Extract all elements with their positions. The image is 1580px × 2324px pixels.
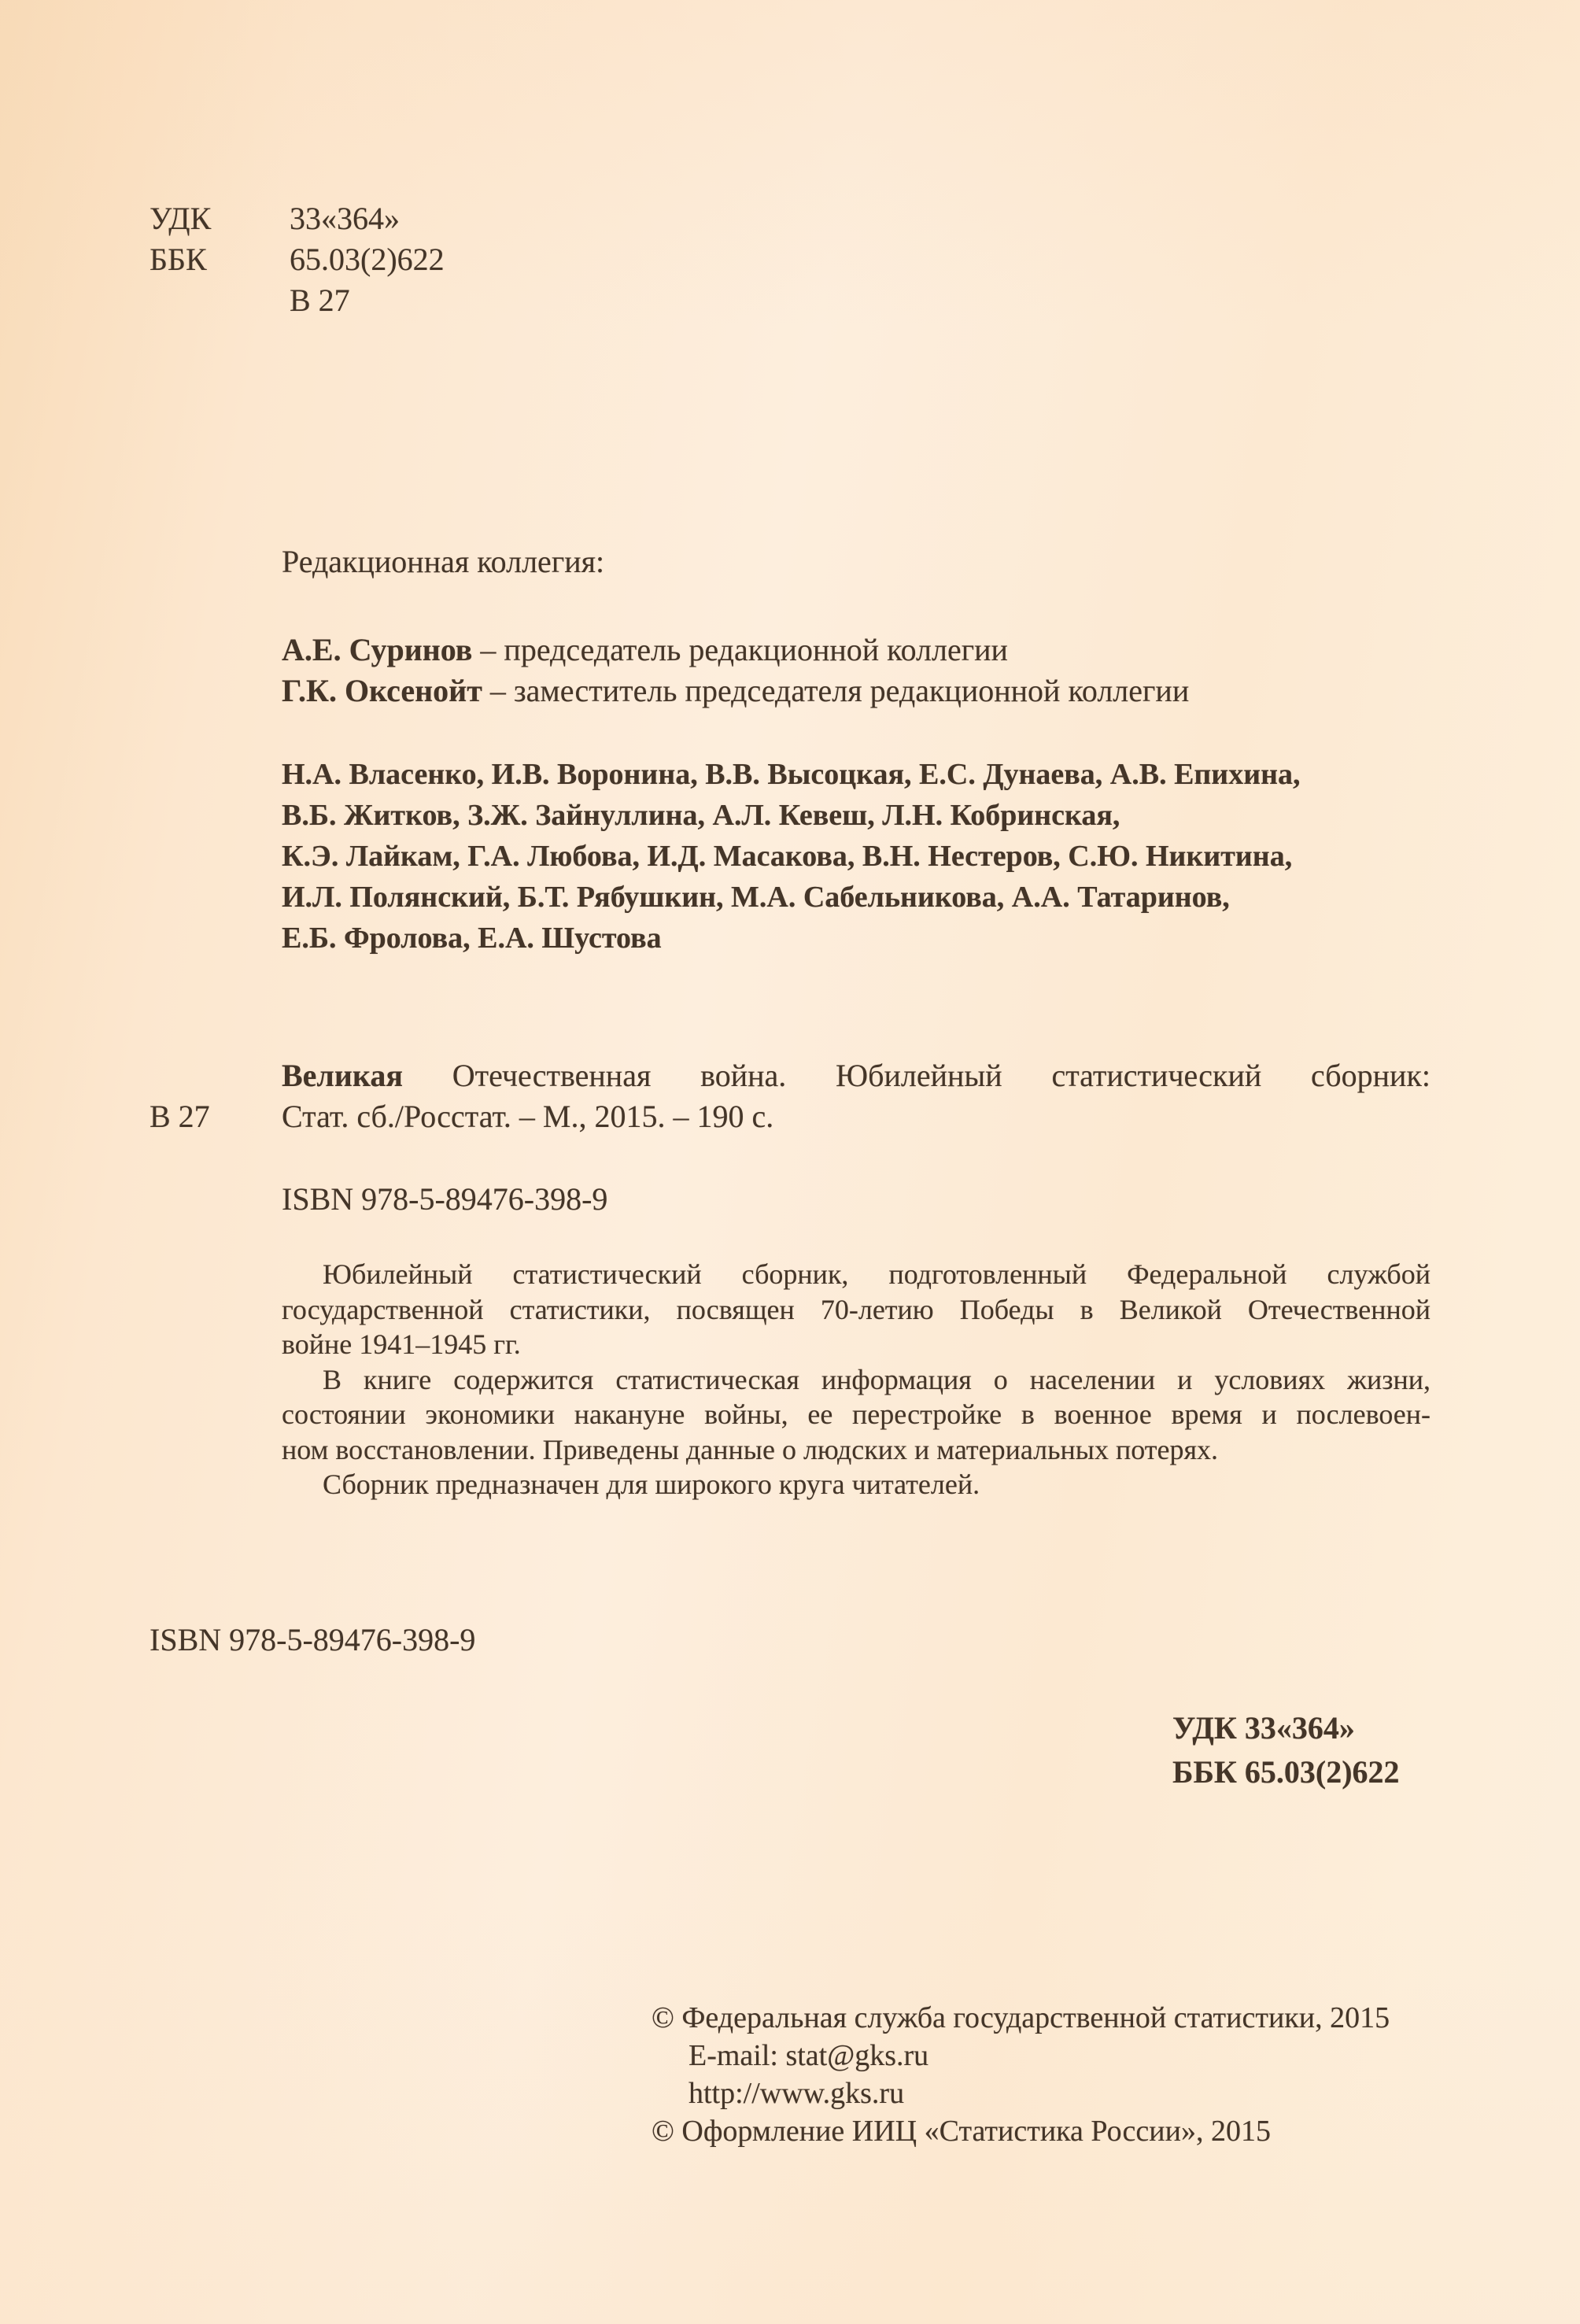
bottom-udk: УДК 33«364»: [1172, 1710, 1355, 1746]
biblio-imprint-line: Стат. сб./Росстат. – М., 2015. – 190 с.: [282, 1099, 774, 1134]
udk-row: [150, 198, 445, 239]
annotation-block: [282, 1257, 1430, 1502]
title-rest: Отечественная война. Юбилейный статистический сборник:: [452, 1058, 1430, 1093]
copyright-url: http://www.gks.ru: [688, 2077, 905, 2110]
members-line-1: Н.А. Власенко, И.В. Воронина, В.В. Высоцкая, Е.С. Дунаева, А.В. Епихина,: [282, 758, 1301, 791]
bbk-row: [150, 239, 445, 280]
chair-role: – председатель редакционной коллегии: [480, 632, 1008, 667]
members-line-3: К.Э. Лайкам, Г.А. Любова, И.Д. Масакова, В.Н. Нестеров, С.Ю. Никитина,: [282, 840, 1293, 873]
copyright-email: E-mail: stat@gks.ru: [688, 2039, 929, 2072]
members-line-4: И.Л. Полянский, Б.Т. Рябушкин, М.А. Сабельникова, А.А. Татаринов,: [282, 881, 1230, 914]
copyright-block: [652, 1999, 1390, 2150]
classification-block: [150, 198, 445, 321]
deputy-name: Г.К. Оксенойт: [282, 673, 482, 708]
author-sign-row: [150, 280, 445, 321]
editorial-deputy-line: [282, 671, 1189, 711]
bottom-classification: [1172, 1706, 1400, 1794]
deputy-role: – заместитель председателя редакционной коллегии: [489, 673, 1190, 708]
copyright-publisher: © Федеральная служба государственной статистики, 2015: [652, 2001, 1390, 2034]
editorial-members: [282, 754, 1301, 959]
editorial-chair-line: [282, 630, 1189, 671]
author-sign: В 27: [290, 283, 350, 318]
annotation-p1-line1: Юбилейный статистический сборник, подготовленный Федеральной службой: [323, 1258, 1430, 1290]
annotation-p2-line3: ном восстановлении. Приведены данные о людских и материальных потерях.: [282, 1433, 1219, 1465]
bbk-value: 65.03(2)622: [290, 242, 445, 277]
annotation-p1-line3: войне 1941–1945 гг.: [282, 1328, 521, 1360]
annotation-p3: Сборник предназначен для широкого круга читателей.: [323, 1469, 980, 1500]
isbn-inline: ISBN 978-5-89476-398-9: [282, 1181, 608, 1217]
udk-label: УДК: [150, 201, 212, 236]
editorial-heading: Редакционная коллегия:: [282, 544, 605, 579]
editorial-leads: [282, 630, 1189, 711]
annotation-p2-line1: В книге содержится статистическая информация о населении и условиях жизни,: [323, 1363, 1430, 1395]
annotation-p2-line2: состоянии экономики накануне войны, ее перестройке в военное время и послевоен-: [282, 1398, 1430, 1430]
copyright-design: © Оформление ИИЦ «Статистика России», 2015: [652, 2115, 1271, 2148]
bottom-bbk: ББК 65.03(2)622: [1172, 1754, 1400, 1790]
members-line-2: В.Б. Житков, З.Ж. Зайнуллина, А.Л. Кевеш, Л.Н. Кобринская,: [282, 799, 1120, 832]
isbn-main: ISBN 978-5-89476-398-9: [150, 1622, 476, 1657]
chair-name: А.Е. Суринов: [282, 632, 473, 667]
bbk-label: ББК: [150, 242, 207, 277]
title-word-bold: Великая: [282, 1058, 404, 1093]
biblio-title-line: [282, 1055, 1430, 1096]
members-line-5: Е.Б. Фролова, Е.А. Шустова: [282, 922, 662, 955]
margin-author-sign: В 27: [150, 1099, 210, 1134]
udk-value: 33«364»: [290, 201, 400, 236]
annotation-p1-line2: государственной статистики, посвящен 70-летию Победы в Великой Отечественной: [282, 1293, 1430, 1325]
